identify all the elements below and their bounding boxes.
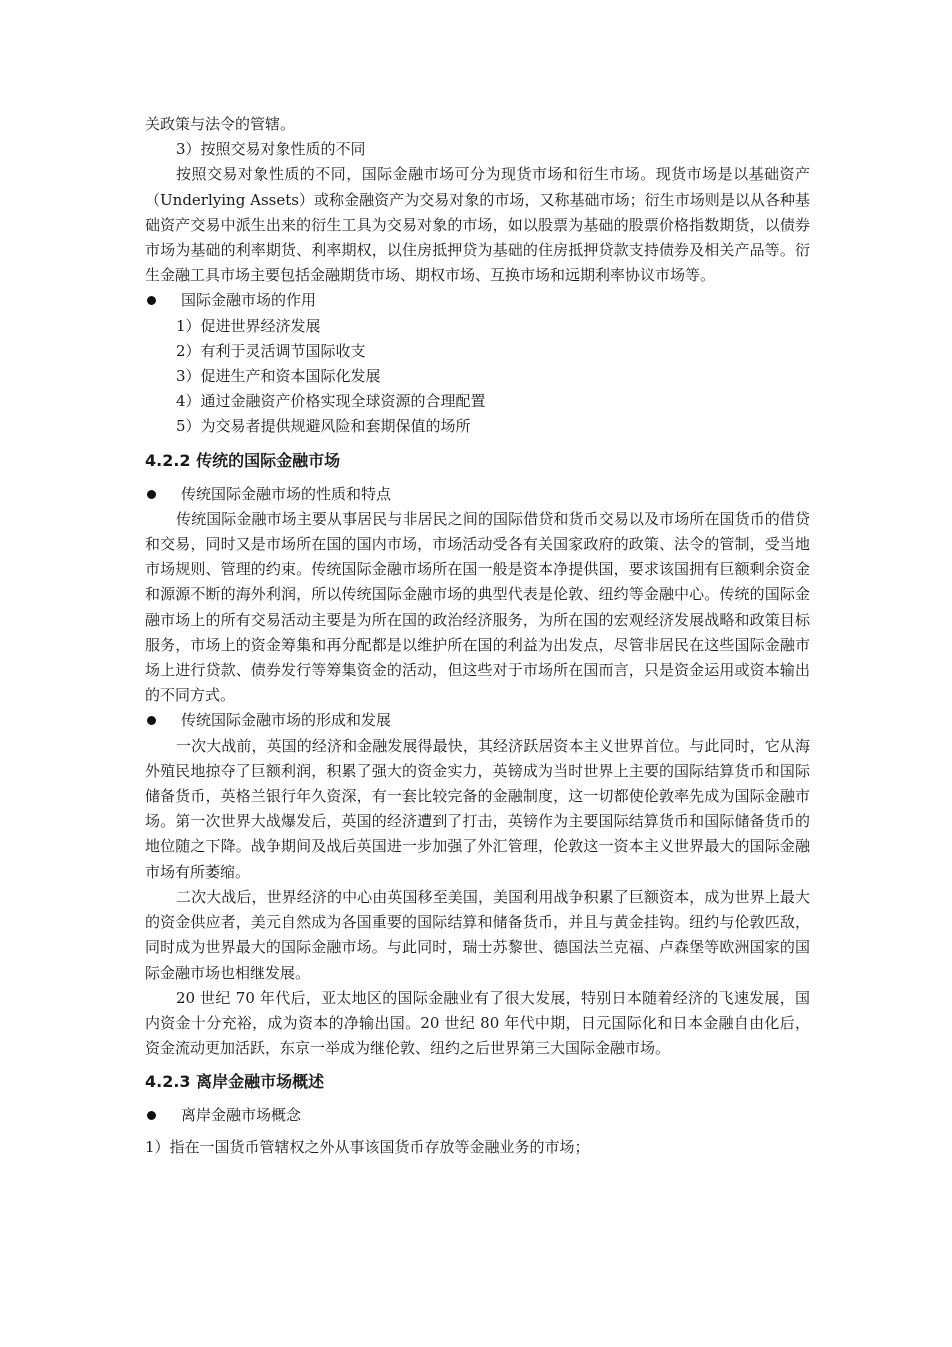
bullet-label: 传统国际金融市场的性质和特点 [181, 484, 392, 503]
bullet-icon [147, 1111, 156, 1120]
list-item: 2）有利于灵活调节国际收支 [176, 341, 366, 360]
list-item: 5）为交易者提供规避风险和套期保值的场所 [176, 417, 471, 436]
list-item: 4）通过金融资产价格实现全球资源的合理配置 [176, 392, 486, 411]
list-item: 3）促进生产和资本国际化发展 [176, 367, 381, 386]
list-item: 1）促进世界经济发展 [176, 316, 321, 335]
bullet-label: 传统国际金融市场的形成和发展 [181, 711, 392, 730]
bullet-item [145, 1103, 810, 1128]
bullet-item [145, 482, 810, 507]
bullet-item [145, 288, 810, 313]
bullet-icon [147, 490, 156, 499]
bullet-item [145, 708, 810, 733]
bullet-icon [147, 296, 156, 305]
document-page [145, 112, 810, 1160]
section-heading: 4.2.3 离岸金融市场概述 [145, 1072, 325, 1092]
bullet-label: 国际金融市场的作用 [181, 291, 317, 310]
section-heading: 4.2.2 传统的国际金融市场 [145, 450, 341, 470]
paragraph: 按照交易对象性质的不同，国际金融市场可分为现货市场和衍生市场。现货市场是以基础资产（Underlying Assets）或称金融资产为交易对象的市场，又称基础市场；衍生市场则是以从各种基础资产交易中派生出来的衍生工具为交易对象的市场，如以股票为基础的股票价格指数期货，以债券市场为基础的利率期货、利率期权，以住房抵押贷为基础的住房抵押贷款支持债券及相关产品等。衍生金融工具市场主要包括金融期货市场、期权市场、互换市场和远期利率协议市场等。 [145, 165, 810, 285]
paragraph: 1）指在一国货币管辖权之外从事该国货币存放等金融业务的市场； [145, 1137, 590, 1156]
bullet-icon [147, 716, 156, 725]
paragraph: 一次大战前，英国的经济和金融发展得最快，其经济跃居资本主义世界首位。与此同时，它从海外殖民地掠夺了巨额利润，积累了强大的资金实力，英镑成为当时世界上主要的国际结算货币和国际储备货币，英格兰银行年久资深，有一套比较完备的金融制度，这一切都使伦敦率先成为国际金融市场。第一次世界大战爆发后，英国的经济遭到了打击，英镑作为主要国际结算货币和国际储备货币的地位随之下降。战争期间及战后英国进一步加强了外汇管理，伦敦这一资本主义世界最大的国际金融市场有所萎缩。 [145, 736, 810, 881]
paragraph: 20 世纪 70 年代后，亚太地区的国际金融业有了很大发展，特别日本随着经济的飞速发展，国内资金十分充裕，成为资本的净输出国。20 世纪 80 年代中期，日元国际化和日本金融自由化后，资金流动更加活跃，东京一举成为继伦敦、纽约之后世界第三大国际金融市场。 [145, 988, 810, 1058]
paragraph: 关政策与法令的管辖。 [145, 115, 296, 133]
paragraph: 传统国际金融市场主要从事居民与非居民之间的国际借贷和货币交易以及市场所在国货币的借贷和交易，同时又是市场所在国的国内市场，市场活动受各有关国家政府的政策、法令的管制，受当地市场规则、管理的约束。传统国际金融市场所在国一般是资本净提供国，要求该国拥有巨额剩余资金和源源不断的海外利润，所以传统国际金融市场的典型代表是伦敦、纽约等金融中心。传统的国际金融市场上的所有交易活动主要是为所在国的政治经济服务，为所在国的宏观经济发展战略和政策目标服务，市场上的资金筹集和再分配都是以维护所在国的利益为出发点，尽管非居民在这些国际金融市场上进行贷款、债券发行等筹集资金的活动，但这些对于市场所在国而言，只是资金运用或资本输出的不同方式。 [145, 509, 810, 705]
paragraph: 二次大战后，世界经济的中心由英国移至美国，美国利用战争积累了巨额资本，成为世界上最大的资金供应者，美元自然成为各国重要的国际结算和储备货币，并且与黄金挂钩。纽约与伦敦匹敌，同时成为世界最大的国际金融市场。与此同时，瑞士苏黎世、德国法兰克福、卢森堡等欧洲国家的国际金融市场也相继发展。 [145, 887, 810, 982]
subsection-item: 3）按照交易对象性质的不同 [176, 140, 366, 159]
bullet-label: 离岸金融市场概念 [181, 1106, 302, 1125]
